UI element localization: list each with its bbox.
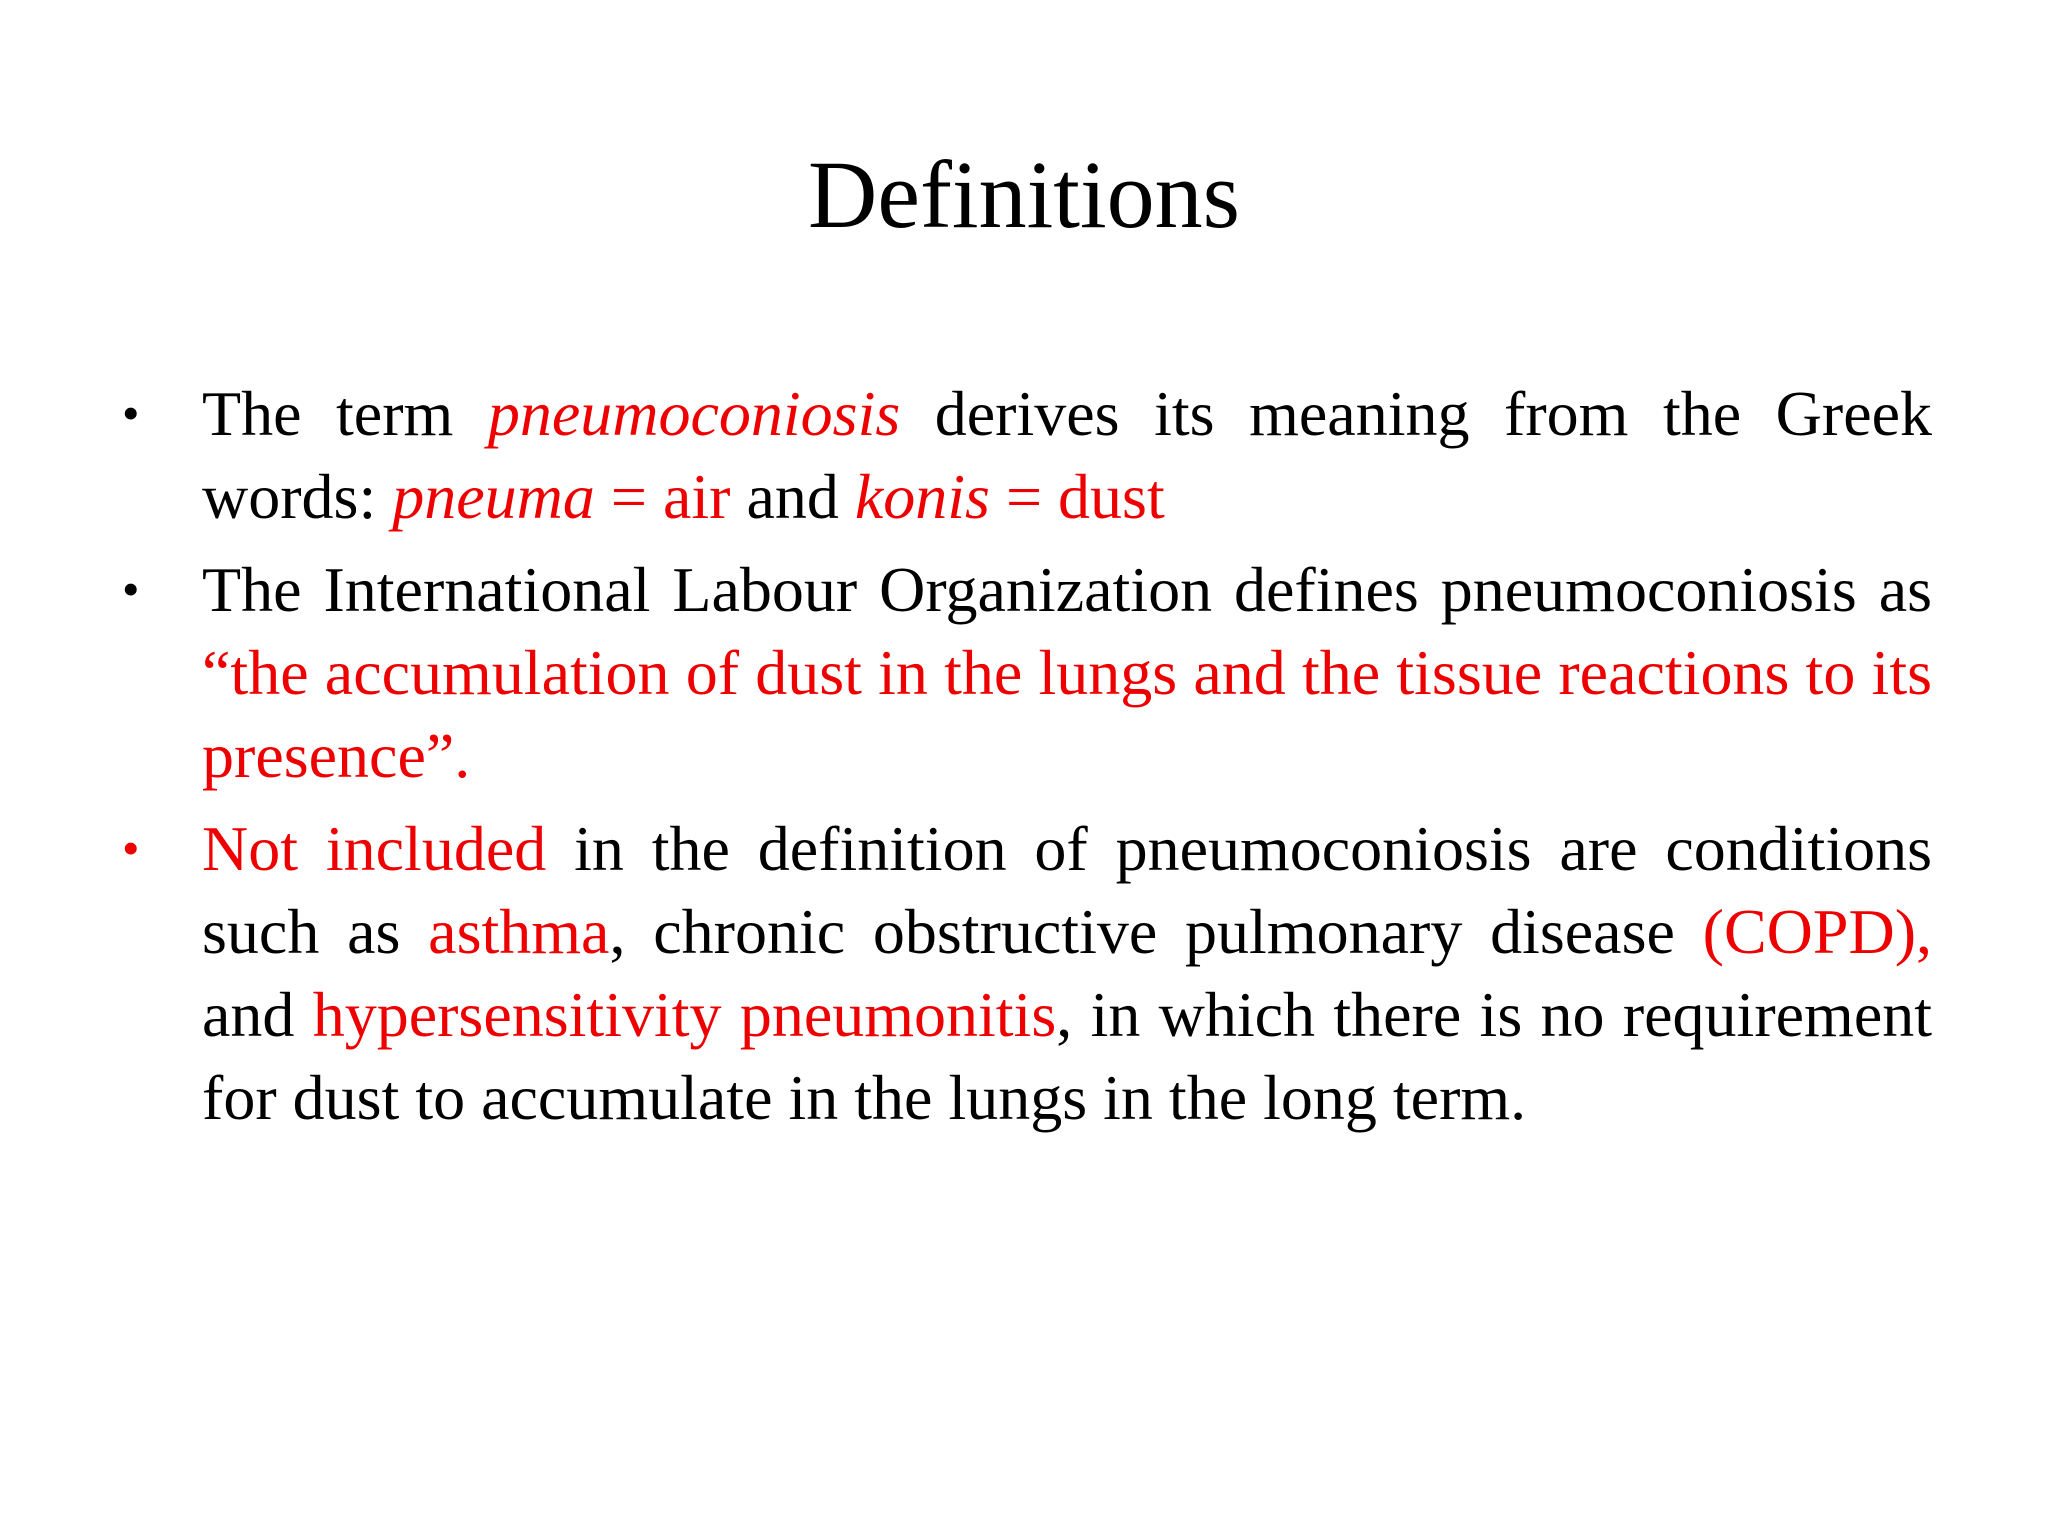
term-pneuma-meaning: = air: [594, 461, 731, 532]
bullet-text-segment: The International Labour Organization defines pneumoconiosis as: [202, 554, 1932, 625]
bullet-icon: •: [122, 561, 140, 617]
ilo-definition-quote: “the accumulation of dust in the lungs and the tissue reactions to its presence”.: [202, 637, 1932, 791]
bullet-text-segment: derives its meaning from the Greek words:: [202, 378, 1933, 532]
term-pneuma: pneuma: [392, 461, 595, 532]
term-pneumoconiosis: pneumoconiosis: [487, 378, 901, 449]
term-asthma: asthma: [428, 896, 610, 967]
term-copd: (COPD),: [1702, 896, 1933, 967]
term-konis-meaning: = dust: [989, 461, 1165, 532]
not-included-phrase: Not included: [202, 813, 547, 884]
bullet-item-etymology: [122, 372, 1933, 538]
bullet-text-segment: and: [730, 461, 855, 532]
slide-title: Definitions: [808, 141, 1240, 248]
term-hypersensitivity-pneumonitis: hypersensitivity pneumonitis: [312, 979, 1057, 1050]
bullet-text-segment: , in which there is no requirement for dust to accumulate in the lungs in the long term.: [202, 979, 1933, 1133]
bullet-text-segment: and: [202, 979, 313, 1050]
bullet-icon: •: [122, 820, 140, 876]
bullet-icon: •: [122, 385, 140, 441]
bullet-item-exclusions: [122, 807, 1933, 1139]
bullet-text-segment: The term: [202, 378, 488, 449]
bullet-text-segment: , chronic obstructive pulmonary disease: [609, 896, 1703, 967]
term-konis: konis: [854, 461, 990, 532]
bullet-item-ilo-definition: [122, 548, 1932, 797]
bullet-list: [0, 372, 2048, 1149]
bullet-text-segment: in the definition of pneumoconiosis are conditions such as: [202, 813, 1932, 967]
